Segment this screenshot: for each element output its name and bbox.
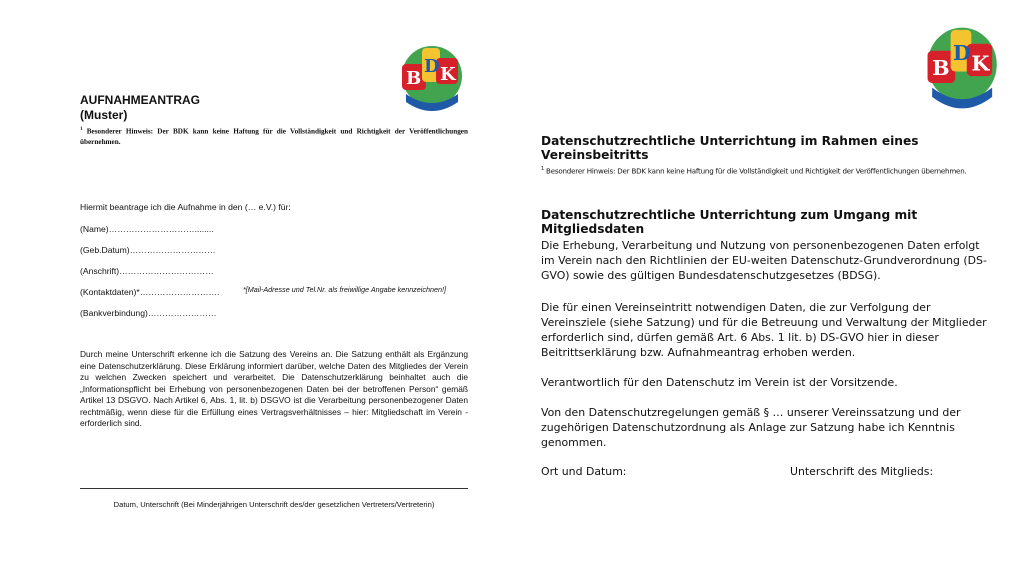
paragraph-legal-basis: Die Erhebung, Verarbeitung und Nutzung von personenbezogenen Daten erfolgt im Verein nach den Richtlinien der EU-weiten Datenschutz-Grundverordnung (DS-GVO) sowie des gültigen Bundesdatenschutzgesetzes (BDSG). xyxy=(541,239,987,282)
svg-text:D: D xyxy=(424,56,440,77)
field-birthdate[interactable]: (Geb.Datum)………………………… xyxy=(80,245,216,255)
field-name[interactable]: (Name)…………………………........ xyxy=(80,224,214,234)
application-intro: Hiermit beantrage ich die Aufnahme in den (… e.V.) für: xyxy=(80,202,291,212)
field-bank[interactable]: (Bankverbindung)…………………… xyxy=(80,308,217,318)
paragraph-required-data: Die für einen Vereinseintritt notwendigen Daten, die zur Verfolgung der Vereinsziele (siehe Satzung) und für die Betreuung und Verwaltung der Mitglieder erforderlich sind, dürfen gemäß Art. 6 Abs. 1 lit. b) DS-GVO hier in dieser Beitrittserklärung bzw. Aufnahmeantrag erhoben werden. xyxy=(541,301,987,359)
svg-text:K: K xyxy=(440,64,456,85)
paragraph-acknowledgement: Von den Datenschutzregelungen gemäß § … unserer Vereinssatzung und der zugehörigen Datenschutzordnung als Anlage zur Satzung habe ich Kenntnis genommen. xyxy=(541,406,961,449)
footnote-marker: 1 xyxy=(80,127,83,132)
consent-text: Durch meine Unterschrift erkenne ich die Satzung des Vereins an. Die Satzung enthält als Ergänzung eine Datenschutzerklärung. Diese Erklärung informiert darüber, welche Daten des Mitgliedes der Verein zu welchen Zwecken speichert und verarbeitet. Die Datenschutzerklärung beinhaltet auch die „Informationspflicht bei Erhebung von personenbezogenen Daten bei der betroffenen Person“ gemäß Artikel 13 DSGVO. Nach Artikel 6, Abs. 1, lit. b) DSGVO ist die Verarbeitung personenbezogener Daten rechtmäßig, wenn diese für die Erfüllung eines Vertragsverhältnisses – hier: Mitgliedschaft im Verein - erforderlich sind. xyxy=(80,349,468,428)
disclaimer-text: Besonderer Hinweis: Der BDK kann keine Haftung für die Vollständigkeit und Richtigkeit der Veröffentlichungen übernehmen. xyxy=(546,166,967,176)
field-address[interactable]: (Anschrift)…………………………… xyxy=(80,266,214,276)
bdk-logo-right xyxy=(916,16,1006,120)
disclaimer-note xyxy=(80,124,468,148)
member-signature-label[interactable]: Unterschrift des Mitglieds: xyxy=(790,465,934,478)
section-heading-member-data: Datenschutzrechtliche Unterrichtung zum Umgang mit Mitgliedsdaten xyxy=(541,208,918,236)
svg-text:K: K xyxy=(971,51,990,76)
signature-line[interactable] xyxy=(80,488,468,489)
right-page xyxy=(512,0,1024,576)
form-title: AUFNAHMEANTRAG xyxy=(80,93,200,107)
svg-text:D: D xyxy=(952,40,971,65)
signature-caption: Datum, Unterschrift (Bei Minderjährigen Unterschrift des/der gesetzlichen Vertreters/Vertreterin) xyxy=(113,500,435,509)
paragraph-responsible: Verantwortlich für den Datenschutz im Verein ist der Vorsitzende. xyxy=(541,376,898,389)
place-date-label[interactable]: Ort und Datum: xyxy=(541,465,627,478)
disclaimer-text: Besonderer Hinweis: Der BDK kann keine Haftung für die Vollständigkeit und Richtigkeit der Veröffentlichungen übernehmen. xyxy=(80,127,468,147)
footnote-marker: 1 xyxy=(541,166,544,172)
svg-text:B: B xyxy=(932,55,950,80)
disclaimer-note-right xyxy=(541,166,967,175)
form-subtitle: (Muster) xyxy=(80,108,128,122)
section-heading-membership: Datenschutzrechtliche Unterrichtung im Rahmen eines Vereinsbeitritts xyxy=(541,134,919,162)
svg-text:B: B xyxy=(406,68,422,89)
contact-hint: *[Mail-Adresse und Tel.Nr. als freiwillige Angabe kennzeichnen!] xyxy=(243,285,446,294)
field-contact[interactable]: (Kontaktdaten)*………………………. xyxy=(80,287,220,297)
bdk-logo-left xyxy=(392,36,470,116)
